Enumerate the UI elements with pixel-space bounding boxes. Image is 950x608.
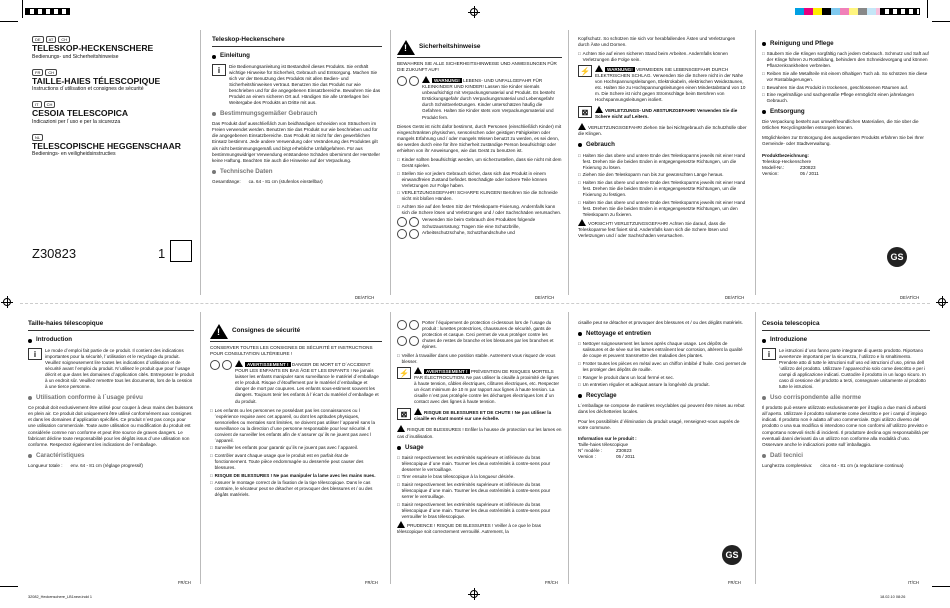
gs-certification-icon: GS [887, 247, 907, 267]
fr-tech-heading: Caractéristiques [28, 452, 194, 460]
protective-gear-icon [397, 320, 419, 350]
fr-intro-heading: Introduction [28, 336, 194, 344]
footer-region: DE/AT/CH [725, 295, 745, 300]
fr-care-heading: Nettoyage et entretien [578, 330, 748, 338]
footer-region: IT/CH [908, 580, 919, 585]
fold-line [20, 303, 930, 304]
fr-use-heading: Utilisation conforme à l´usage prévu [28, 394, 194, 402]
it-use-heading: Uso corrispondente alle norme [762, 394, 930, 402]
info-icon: i [28, 348, 42, 360]
crop-mark [932, 21, 950, 22]
crop-mark [0, 586, 18, 587]
fr-column-2: ! Consignes de sécurité CONSERVER TOUTES LES CONSIGNES DE SÉCURITÉ ET INSTRUCTIONS POUR CONSULTATION ULTÉRIEURE ! AVERTISSEMENT ! DANGER DE MORT ET D´ACCIDENT POUR LES ENFANTS EN BAS ÂGE ET LES ENFANTS ! Ne jamais laisser les enfants manipuler sans surveillance le matériel d´emballage et le produit. Risque d´étouffement par le matériel d´emballage et danger de mort par coupures. Les enfants sous-estiment souvent les dangers. Toujours tenir les enfants à l´écart du matériel d´emballage et du produit. □ Les enfants ou les personnes ne possédant pas les connaissances ou l´expérience requise avec cet appareil, ou dont les aptitudes physiques, sensorielles ou mentales sont limitées, ne doivent pas utiliser l´appareil sans la surveillance ou la direction d´une personne responsable pour leur sécurité. Il convient de surveiller les enfants afin de s´assurer qu´ils ne jouent pas avec l´appareil. □ Surveiller les enfants pour garantir qu´ils ne jouent pas avec l´appareil. □ Contrôler avant chaque usage que le produit est en parfait état de fonctionnement. Toute pièce endommagée ou desserrée peut causer des blessures. □ RISQUE DE BLESSURES ! Ne pas manipuler la lame avec les mains nues. □ Assurer le montage correct de la fixation de la tige télescopique. Dans le cas contraire, le sécateur peut se détacher et provoquer des blessures et / ou des dégâts matériels. [210, 320, 382, 500]
de-disposal-heading: Entsorgung [762, 108, 930, 116]
de-column-1: Teleskop-Heckenschere Einleitung i Die Bedienungsanleitung ist Bestandteil dieses Produkts. Sie enthält wichtige Hinweise für Sicherheit, Gebrauch und Entsorgung. Machen Sie sich vor der Benutzung des Produkts mit allen Bedien- und Sicherheitshinweisen vertraut. Benutzen Sie das Produkt nur wie beschrieben und für die angegebenen Einsatzbereiche. Bewahren Sie das Produkt an einem sicheren Ort auf. Händigen Sie alle Unterlagen bei Weitergabe des Produkts an Dritte mit aus. Bestimmungsgemäßer Gebrauch Das Produkt darf ausschließlich zum beidhändigen schneiden von Sträuchern im Freien verwendet werden. Benutzen Sie das Produkt nur wie beschrieben und für die angegebenen Einsatzbereiche. Das Produkt ist nicht für den gewerblichen Einsatz bestimmt. Jede andere Verwendung oder Veränderung des Produktes gilt als nicht bestimmungsgemäß und birgt erhebliche Unfallgefahren. Für aus bestimmungswidriger Verwendung entstandene Schäden übernimmt der Hersteller keine Haftung. Beachten Sie auch die Hinweise auf der Verpackung. Technische Daten Gesamtlänge: ca. 64 - 81 cm (stufenlos einstellbar) [212, 36, 381, 184]
it-intro-heading: Introduzione [762, 336, 930, 344]
it-title: Cesoia telescopica [762, 320, 930, 331]
ladder-icon: ⊠ [578, 106, 592, 118]
de-column-3: Kopfschutz. So schützen Sie sich vor herabfallenden Ästen und Verletzungen durch Äste und Dornen. □ Achten Sie auf einen sicheren Stand beim Arbeiten. Andernfalls können Verletzungen die Folge sein. ⚡ WARNUNG! VERMEIDEN SIE LEBENSGEFAHR DURCH ELEKTRISCHEN SCHLAG. Verwenden Sie die Schere nicht in der Nähe von Hochspannungsleitungen, Elektrokabeln, elektrischen Weidezäunen, etc. Halten Sie zu Hochspannungsleitungen einen Mindestabstand von 10 m. Die Schere ist nicht gegen Stromschläge beim Berühren von Hochspannungsleitungen isoliert. ⊠ VERLETZUNGS- UND ABSTURZGEFAHR! Verwenden Sie die Schere nicht auf Leitern. VERLETZUNGSGEFAHR! Ziehen Sie bei Nichtgebrauch die Schutzhülle über die Klingen. Gebrauch □ Halten Sie das obere und untere Ende des Teleskoparms jeweils mit einer Hand fest. Drehen Sie die beiden Enden in entgegengesetzte Richtungen, um die Fixierung zu lösen. □ Ziehen Sie den Teleskoparm nun bis zur gewünschten Länge heraus. □ Halten Sie das obere und untere Ende des Teleskoparms jeweils mit einer Hand fest. Drehen Sie die beiden Enden in entgegengesetzte Richtungen, um die Fixierung zu festigen. □ Halten Sie das obere und untere Ende des Teleskoparms jeweils mit einer Hand fest. Drehen Sie die beiden Enden in entgegengesetzte Richtungen, um den Teleskoparm zu fixieren. VORSICHT! VERLETZUNGSGEFAHR! Achten Sie darauf, dass die Teleskoparme fest fixiert sind. Andernfalls kann sich die Schere lösen und Verletzungen und / oder Sachschäden verursachen. [578, 36, 748, 242]
footer-region: FR/CH [365, 580, 378, 585]
crop-mark [927, 0, 928, 18]
it-column-1: Cesoia telescopica Introduzione i Le istruzioni d´uso fanno parte integrante di questo prodotto. Riportano avvertenze importanti per la sicurezza, l´utilizzo e lo smaltimento. Prendete atto di tutte le istruzioni sull´uso ed istruzioni d´uso, prima dell´utilizzo del prodotto. Utilizzare l´apparecchio solo come descritto e per i campi di applicazione indicati. Custodire il prodotto in un luogo sicuro. In caso di cessione del prodotto a terzi, consegnare unitamente al prodotto tutte le istruzioni. Uso corrispondente alle norme Il prodotto può essere utilizzato esclusivamente per il taglio a due mani di arbusti all´aperto. Utilizzare il prodotto solamente come descritto e per i campi d´impiego indicati. Il prodotto non è adatto all´uso commerciale. Ogni utilizzo diverso del prodotto o una sua modifica si intendono come non conformi all´utilizzo previsto e comportano notevoli rischi di incidenti. Il produttore declina ogni responsabilità per eventuali danni derivanti da un utilizzo non conforme alla modalità d´uso. Osservare anche le indicazioni poste sull´imballaggio. Dati tecnici Lunghezza complessiva: circa 64 - 81 cm (a regolazione continua) [762, 320, 929, 468]
cover-title-it: CESOIA TELESCOPICA [32, 108, 129, 118]
registration-mark-icon [470, 590, 478, 598]
cover-panel: DE AT CH TELESKOP-HECKENSCHERE Bedienungs- und Sicherheitshinweise FR CH TAILLE-HAIES TÉLESCOPIQUE Instructions d´utilisation et consignes de sécurité IT CH CESOIA TELESCOPICA Indicazioni per l´uso e per la sicurezza NL TELESCOPISCHE HEGGENSCHAAR Bedienings- en veiligheidsinstructies [32, 36, 192, 166]
registration-bar [880, 8, 920, 15]
de-column-2: ! Sicherheitshinweise BEWAHREN SIE ALLE SICHERHEITSHINWEISE UND ANWEISUNGEN FÜR DIE ZUKUNFT AUF! WARNUNG! LEBENS- UND UNFALLGEFAHR FÜR KLEINKINDER UND KINDER! Lassen Sie Kinder niemals unbeaufsichtigt mit Verpackungsmaterial und Produkt. Es besteht Erstickungsgefahr durch Verpackungsmaterial und Lebensgefahr durch Schnittverletzungen. Kinder unterschätzen häufig die Gefahren. Halten Sie Kinder stets vom Verpackungsmaterial und Produkt fern. Dieses Gerät ist nicht dafür bestimmt, durch Personen (einschließlich Kinder) mit eingeschränkten physischen, sensorischen oder geistigen Fähigkeiten oder mangels Erfahrung und / oder mangels Wissen benutzt zu werden, es sei denn, sie werden durch eine für ihre Sicherheit zuständige Person beaufsichtigt oder erhielten von ihr Anweisungen, wie das Gerät zu benutzen ist. □ Kinder sollten beaufsichtigt werden, um sicherzustellen, dass sie nicht mit dem Gerät spielen. □ Stellen Sie vor jedem Gebrauch sicher, dass sich das Produkt in einem einwandfreien Zustand befindet. Beschädigte oder lockere Teile können Verletzungen zur Folge haben. □ VERLETZUNGSGEFAHR! SCHARFE KLINGEN! Berühren Sie die Schneide nicht mit bloßen Händen. □ Achten Sie auf den festen Sitz der Teleskoparm-Fixierung. Andernfalls kann sich die Schere lösen und Verletzungen und / oder Sachschäden verursachen. Verwenden Sie beim Gebrauch des Produktes folgende Schutzausrüstung: Tragen Sie eine Schutzbrille, Arbeitsschutzschuhe, Schutzhandschuhe und [397, 36, 562, 242]
footer-region: FR/CH [728, 580, 741, 585]
crop-mark [932, 586, 950, 587]
child-warning-icon [210, 360, 232, 404]
cover-title-de: TELESKOP-HECKENSCHERE [32, 43, 154, 53]
de-intro-heading: Einleitung [212, 52, 382, 60]
warning-icon [210, 324, 228, 339]
footer-region: FR/CH [178, 580, 191, 585]
gs-certification-icon: GS [722, 545, 742, 565]
electric-shock-icon: ⚡ [578, 65, 592, 77]
info-icon: i [762, 348, 776, 360]
fr-column-4: cisaille peut se détacher et provoquer des blessures et / ou des dégâts matériels. Nettoyage et entretien □ Nettoyer soigneusement les lames après chaque usage. Les dépôts de salissures et de sève sur les lames entraînent leur corrosion, altèrent la qualité de coupe et peuvent transmettre des maladies des plantes. □ Frotter toutes les pièces en métal avec un chiffon imbibé d´huile. Ceci permet de les protéger des dépôts de rouille. □ Ranger le produit dans un local fermé et sec. □ Un entretien régulier et adéquat assure la longévité du produit. Recyclage L´emballage se compose de matières recyclables qui peuvent être mises au rebut dans les déchetteries locales. Pour les possibilités d´élimination du produit usagé, renseignez-vous auprès de votre commune. Information sur le produit : Taille-haies télescopique N° modèle : Z30823 Version : 05 / 2011 [578, 320, 748, 460]
cover-title-nl: TELESCOPISCHE HEGGENSCHAAR [32, 140, 181, 151]
fold-box [170, 240, 192, 262]
file-date: 18.02.10 08:26 [880, 595, 906, 599]
info-icon: i [212, 64, 226, 76]
registration-mark-icon [470, 8, 478, 16]
fr-column-1: Taille-haies télescopique Introduction i Le mode d´emploi fait partie de ce produit. Il contient des indications importantes pour la sécurité, l´utilisation et le recyclage du produit. Veuillez soigneusement lire toutes les indications d´utilisation et de sécurité avant l´emploi du produit. N´utilisez le produit que pour l´usage décrit et que dans les domaines d´application cités. Entreposez le produit à un endroit sûr. Veuillez remettre tous les documents, lors de la cession à une tierce personne. Utilisation conforme à l´usage prévu Ce produit doit exclusivement être utilisé pour couper à deux mains des buissons en plein air. Ce produit doit uniquement être utilisé conformément aux consignes et dans les domaines d´application spécifiés. Ce produit n´est pas conçu pour une utilisation commerciale. Toute autre utilisation ou modification du produit est considérée comme non conforme et peut être source de graves dangers. Le fabricant décline toute responsabilité pour les dégâts issus d´une utilisation non conforme. Respectez également les indications de l´emballage. Caractéristiques Longueur totale : env. 64 - 81 cm (réglage progressif) [28, 320, 194, 468]
electric-shock-icon: ⚡ [397, 367, 411, 379]
footer-region: DE/AT/CH [535, 295, 555, 300]
protective-gear-icon [397, 217, 419, 239]
crop-mark [0, 21, 18, 22]
footer-region: DE/AT/CH [355, 295, 375, 300]
de-care-heading: Reinigung und Pflege [762, 40, 930, 48]
fr-title: Taille-haies télescopique [28, 320, 194, 331]
footer-region: DE/AT/CH [900, 295, 920, 300]
fr-column-3: Porter l´équipement de protection ci-dessous lors de l´usage du produit : lunettes protectrices, chaussures de sécurité, gants de protection et casque. Ceci permet de vous protéger contre les chutes de restes de branche et les blessures par les branches et épines. □ Veiller à travailler dans une position stable. Autrement vous risquez de vous blesser. ⚡ AVERTISSEMENT ! PRÉVENTION DE RISQUES MORTELS PAR ÉLECTROCUTION. Ne pas utiliser la cisaille à proximité de lignes à haute tension, câbles électriques, clôtures électriques, etc. Respecter un écart minimum de 10 m par rapport aux lignes à haute tension. La cisaille n´est pas protégée contre les décharges électriques lors d´un contact avec des lignes à haute tension. ⊠ RISQUE DE BLESSURES ET DE CHUTE ! Ne pas utiliser la cisaille en étant monté sur une échelle. RISQUE DE BLESSURES ! Enfiler la housse de protection sur les lames en cas d´inutilisation. Usage □ Saisir respectivement les extrémités supérieure et inférieure du bras télescopique d´une main. Tourner les deux extrémités à contre-sens pour desserrer le verrouillage. □ Tirer ensuite le bras télescopique à la longueur désirée. □ Saisir respectivement les extrémités supérieure et inférieure du bras télescopique d´une main. Tourner les deux extrémités à contre-sens pour serrer le verrouillage. □ Saisir respectivement les extrémités supérieure et inférieure du bras télescopique d´une main. Tourner les deux extrémités à contre-sens pour verrouiller le bras télescopique. PRUDENCE ! RISQUE DE BLESSURES ! Veiller à ce que le bras télescopique soit correctement verrouillé. Autrement, la [397, 320, 562, 539]
de-tech-heading: Technische Daten [212, 168, 382, 176]
de-safety-heading: ! Sicherheitshinweise [397, 40, 562, 58]
de-gebrauch-heading: Gebrauch [578, 141, 748, 149]
model-number: Z30823 [32, 246, 77, 261]
child-warning-icon [397, 76, 419, 120]
de-use-heading: Bestimmungsgemäßer Gebrauch [212, 110, 382, 118]
page-number: 1 [158, 246, 166, 261]
warning-icon [397, 40, 415, 55]
registration-mark-icon [3, 298, 11, 306]
crop-mark [22, 0, 23, 18]
fr-recycle-heading: Recyclage [578, 392, 748, 400]
ladder-icon: ⊠ [397, 408, 411, 420]
de-column-4: Reinigung und Pflege □ Säubern Sie die Klingen sorgfältig nach jedem Gebrauch. Schmutz und Saft auf der Klinge führen zu Rostbildung, behindern den Schneidevorgang und können Pflanzenkrankheiten verbreiten. □ Reiben Sie alle Metallteile mit einem ölhaltigen Tuch ab. So schützen Sie diese vor Rostablagerungen. □ Bewahren Sie das Produkt in trockenen, geschlossenen Räumen auf. □ Eine regelmäßige und sachgemäße Pflege ermöglicht einen jahrelangen Gebrauch. Entsorgung Die Verpackung besteht aus umweltfreundlichen Materialien, die Sie über die örtlichen Recyclingstellen entsorgen können. Möglichkeiten zur Entsorgung des ausgedienten Produkts erfahren Sie bei Ihrer Gemeinde- oder Stadtverwaltung. Produktbezeichnung: Teleskop-Heckenschere Modell-Nr.: Z30823 Version: 05 / 2011 [762, 36, 930, 177]
cover-title-fr: TAILLE-HAIES TÉLESCOPIQUE [32, 75, 161, 86]
registration-bar [25, 8, 70, 15]
fr-safety-heading: ! Consignes de sécurité [210, 324, 382, 342]
fr-usage-heading: Usage [397, 444, 562, 452]
footer-region: FR/CH [545, 580, 558, 585]
de-title: Teleskop-Heckenschere [212, 36, 382, 47]
registration-mark-icon [938, 298, 946, 306]
it-tech-heading: Dati tecnici [762, 452, 930, 460]
file-info: 32082_Heckenschere_LB1new.indd 1 [28, 595, 92, 599]
